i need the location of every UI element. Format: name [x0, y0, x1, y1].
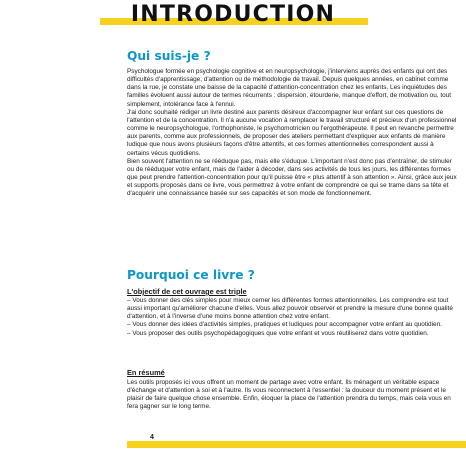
section-heading-qui-suis-je: Qui suis-je ?: [127, 49, 211, 63]
page-title: INTRODUCTION: [130, 2, 336, 27]
list-item: – Vous proposer des outils psychopédagogiques que votre enfant et vous réutiliserez dans votre quotidien.: [127, 329, 429, 337]
paragraph: Psychologue formée en psychologie cognitive et en neuropsychologie, j'interviens auprès des enfants qui ont des difficultés d'apprentissage, d'attention ou de méthodologie de travail. Depuis quelques années, en cabinet comme dans la rue, je constate une baisse de la capacité d'attention-concentration chez les enfants. Les inquiétudes des familles évoluent aussi autour de termes récurrents : dispersion, étourderie, manque d'effort, de motivation ou, tout simplement, intolérance face à l'ennui.: [127, 68, 452, 108]
subsection-heading-objectif: L'objectif de cet ouvrage est triple: [127, 287, 247, 296]
summary-body: [127, 379, 457, 412]
list-item: – Vous donner des idées d'activités simples, pratiques et ludiques pour accompagner votre enfant au quotidien.: [127, 321, 442, 329]
footer-highlight-bar: [127, 441, 466, 448]
section-body-qui-suis-je: [127, 68, 457, 199]
objective-bullet-list: [127, 297, 457, 338]
section-heading-pourquoi-ce-livre: Pourquoi ce livre ?: [127, 268, 255, 282]
page-number: 4: [150, 434, 154, 441]
paragraph: Les outils proposés ici vous offrent un moment de partage avec votre enfant. Ils ménagent un véritable espace d'échange et d'attention à soi et à l'autre. Ils vous reconnectent à l'essentiel : la douceur du moment présent et le plaisir de faire quelque chose ensemble. Enfin, éloquer la place de l'attention prendra du temps, mais cela vous en fera gagner sur le long terme.: [127, 379, 451, 411]
list-item: – Vous donner des clés simples pour mieux cerner les différentes formes attentionnelles. Les comprendre est tout aussi important qu'améliorer chacune d'elles. Vous allez pouvoir observer et prendre la mesure d'une bonne qualité d'attention, et à l'inverse d'une moins bonne attention chez votre enfant.: [127, 297, 453, 321]
subsection-heading-en-resume: En résumé: [127, 368, 165, 377]
paragraph: J'ai donc souhaité rédiger un livre destiné aux parents désireux d'accompagner leur enfant sur ces questions de l'attention et de la concentration. Il n'a aucune vocation à remplacer le travail structuré et précieux d'un professionnel comme le neuropsychologue, l'orthophoniste, le psychomotricien ou l'ergothérapeute. Il peut en revanche permettre aux parents, comme aux professionnels, de proposer des ateliers permettant d'expliquer aux enfants de manière ludique que nous avons plusieurs façons d'être attentifs, et ces formes attentionnelles correspondent aussi à certains vécus quotidiens.: [127, 108, 457, 157]
paragraph: Bien souvent l'attention ne se rééduque pas, mais elle s'éduque. L'important n'est donc pas d'entraîner, de stimuler ou de rééduquer votre enfant, mais de l'aider à décoder, dans ses activités de tous les jours, les différentes formes que peut prendre l'attention-concentration pour qu'il puisse être « plus attentif à son attention ». Ainsi, grâce aux jeux et supports proposés dans ce livre, vous permettrez à votre enfant de comprendre ce qui se trame dans sa tête et d'acquérir une connaissance basée sur ses capacités et son mode de fonctionnement.: [127, 157, 457, 198]
